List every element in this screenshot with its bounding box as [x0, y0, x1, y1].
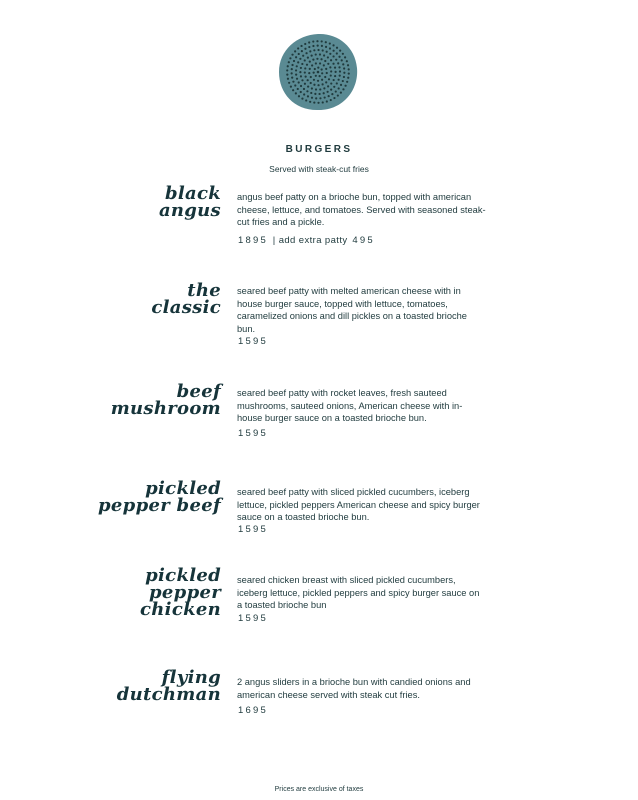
- logo-dot: [330, 59, 332, 61]
- logo-dot: [335, 71, 337, 73]
- item-price: 1595: [238, 336, 268, 347]
- logo-dot: [298, 53, 300, 55]
- logo-dot: [310, 82, 312, 84]
- logo-dot: [305, 99, 307, 101]
- logo-dot: [312, 45, 314, 47]
- logo-dot: [320, 58, 322, 60]
- logo-dot: [317, 102, 319, 104]
- item-price: 1895: [238, 235, 268, 246]
- logo-dot: [319, 53, 321, 55]
- logo-dot: [299, 71, 301, 73]
- logo-dot: [338, 79, 340, 81]
- logo-dot: [308, 72, 310, 74]
- logo-dot: [294, 84, 296, 86]
- logo-dot: [336, 52, 338, 54]
- logo-dot: [313, 79, 315, 81]
- logo-dot: [286, 74, 288, 76]
- logo-dot: [339, 49, 341, 51]
- logo-dot: [321, 79, 323, 81]
- logo-dot: [319, 97, 321, 99]
- logo-dot: [308, 46, 310, 48]
- logo-dot: [338, 87, 340, 89]
- logo-dot: [322, 49, 324, 51]
- item-price-line: [238, 428, 268, 439]
- logo-dot: [323, 54, 325, 56]
- logo-dot: [317, 45, 319, 47]
- logo-dot: [313, 72, 315, 74]
- logo-dot: [299, 58, 301, 60]
- logo-dot: [315, 53, 317, 55]
- logo-dot: [324, 60, 326, 62]
- logo-dot: [306, 90, 308, 92]
- logo-dot: [322, 83, 324, 85]
- logo-dot: [295, 56, 297, 58]
- logo-dot: [304, 48, 306, 50]
- logo-dot: [330, 99, 332, 101]
- logo-dot: [343, 72, 345, 74]
- logo-dot: [342, 80, 344, 82]
- logo-dot: [313, 101, 315, 103]
- logo-dot: [297, 47, 299, 49]
- logo-dot: [335, 90, 337, 92]
- logo-dot: [319, 75, 321, 77]
- logo-dot: [286, 69, 288, 71]
- item-description: seared beef patty with melted american cheese with in house burger sauce, topped with lettuce, tomatoes, caramelized onions and dill pickles on a toasted brioche bun.: [237, 286, 467, 334]
- logo-dot: [312, 40, 314, 42]
- logo-dot: [334, 75, 336, 77]
- item-price-line: [238, 705, 268, 716]
- logo-dot: [329, 47, 331, 49]
- dotted-circle-logo-icon: [277, 32, 359, 112]
- logo-dot: [342, 88, 344, 90]
- logo-dot: [344, 85, 346, 87]
- logo-dot: [296, 78, 298, 80]
- item-name-line: flying: [161, 667, 221, 688]
- logo-dot: [319, 62, 321, 64]
- logo-dot: [321, 72, 323, 74]
- logo-dot: [307, 85, 309, 87]
- logo-dot: [330, 82, 332, 84]
- logo-dot: [343, 76, 345, 78]
- item-description: seared beef patty with rocket leaves, fresh sauteed mushrooms, sauteed onions, American cheese with in-house burger sauce on a toasted brioche bun.: [237, 388, 463, 424]
- logo-dot: [342, 53, 344, 55]
- logo-dot: [334, 67, 336, 69]
- logo-dot: [346, 81, 348, 83]
- logo-dot: [301, 79, 303, 81]
- logo-dot: [311, 64, 313, 66]
- logo-dot: [339, 70, 341, 72]
- item-name: [81, 480, 221, 514]
- logo-dot: [319, 88, 321, 90]
- logo-dot: [295, 92, 297, 94]
- logo-dot: [296, 65, 298, 67]
- logo-dot: [329, 66, 331, 68]
- logo-dot: [340, 92, 342, 94]
- logo-dot: [339, 75, 341, 77]
- logo-dot: [309, 50, 311, 52]
- logo-dot: [315, 97, 317, 99]
- logo-dot: [307, 79, 309, 81]
- logo-dot: [332, 63, 334, 65]
- item-name-line: pepper beef: [98, 495, 221, 516]
- logo-dot: [297, 61, 299, 63]
- logo-dot: [288, 82, 290, 84]
- logo-dot: [317, 67, 319, 69]
- logo-dot: [315, 88, 317, 90]
- logo-dot: [315, 62, 317, 64]
- logo-dot: [291, 54, 293, 56]
- logo-dot: [288, 61, 290, 63]
- logo-dot: [333, 50, 335, 52]
- section-title: BURGERS: [285, 144, 353, 155]
- logo-dot: [307, 57, 309, 59]
- item-name-line: pepper: [149, 582, 221, 603]
- item-price: 1695: [238, 705, 268, 716]
- logo-dot: [311, 87, 313, 89]
- logo-dot: [300, 67, 302, 69]
- logo-dot: [298, 95, 300, 97]
- logo-dot: [321, 45, 323, 47]
- logo-dot: [326, 51, 328, 53]
- item-price-extra-value: 495: [352, 235, 375, 246]
- logo-dot: [292, 81, 294, 83]
- logo-dot: [313, 49, 315, 51]
- logo-dot: [326, 72, 328, 74]
- logo-dot: [293, 60, 295, 62]
- logo-dot: [294, 50, 296, 52]
- logo-dot: [316, 40, 318, 42]
- logo-dot: [346, 60, 348, 62]
- logo-dot: [321, 68, 323, 70]
- logo-dot: [301, 50, 303, 52]
- logo-dot: [300, 85, 302, 87]
- item-description: angus beef patty on a brioche bun, topped with american cheese, lettuce, and tomatoes. Served with seasoned steak-cut fries and a pickle.: [237, 192, 486, 228]
- logo-dot: [309, 68, 311, 70]
- logo-dot: [300, 45, 302, 47]
- item-price: 1595: [238, 613, 268, 624]
- logo-dot: [291, 72, 293, 74]
- item-price: 1595: [238, 428, 268, 439]
- logo-dot: [332, 44, 334, 46]
- logo-dot: [327, 91, 329, 93]
- logo-dot: [321, 40, 323, 42]
- logo-dot: [335, 59, 337, 61]
- item-price-line: [238, 235, 375, 246]
- item-price-line: [238, 613, 268, 624]
- section-subtitle: Served with steak-cut fries: [269, 164, 369, 174]
- logo-dot: [295, 74, 297, 76]
- logo-dot: [303, 88, 305, 90]
- item-name-line: classic: [151, 297, 221, 318]
- logo-dot: [305, 52, 307, 54]
- logo-dot: [324, 96, 326, 98]
- logo-dot: [302, 55, 304, 57]
- logo-dot: [311, 55, 313, 57]
- logo-dot: [317, 80, 319, 82]
- logo-dot: [290, 86, 292, 88]
- logo-dot: [301, 63, 303, 65]
- item-name: [81, 383, 221, 417]
- logo-dot: [340, 84, 342, 86]
- item-price-line: [238, 336, 268, 347]
- logo-dot: [333, 79, 335, 81]
- logo-dot: [316, 58, 318, 60]
- logo-dot: [303, 93, 305, 95]
- logo-dot: [317, 71, 320, 74]
- item-name-line: angus: [158, 200, 221, 221]
- logo-dot: [297, 88, 299, 90]
- logo-dot: [300, 75, 302, 77]
- item-name: [81, 669, 221, 703]
- logo-dot: [306, 64, 308, 66]
- logo-dot: [327, 85, 329, 87]
- logo-dot: [325, 81, 327, 83]
- logo-dot: [342, 63, 344, 65]
- item-name-line: beef: [176, 381, 221, 402]
- logo-dot: [304, 67, 306, 69]
- logo-dot: [338, 66, 340, 68]
- logo-dot: [337, 62, 339, 64]
- logo-dot: [348, 72, 350, 74]
- item-name-line: chicken: [140, 599, 221, 620]
- logo-dot: [312, 59, 314, 61]
- item-name-line: dutchman: [116, 684, 221, 705]
- logo-dot: [304, 59, 306, 61]
- item-price-line: [238, 524, 268, 535]
- logo-dot: [287, 65, 289, 67]
- item-price-extra: | add extra patty: [272, 235, 348, 246]
- logo-dot: [333, 97, 335, 99]
- logo-dot: [328, 95, 330, 97]
- item-name-line: the: [187, 280, 221, 301]
- logo-dot: [338, 56, 340, 58]
- logo-dot: [336, 82, 338, 84]
- logo-dot: [337, 94, 339, 96]
- logo-dot: [329, 42, 331, 44]
- logo-dot: [301, 97, 303, 99]
- item-description: 2 angus sliders in a brioche bun with candied onions and american cheese served with steak cut fries.: [237, 677, 471, 700]
- logo-dot: [311, 97, 313, 99]
- logo-dot: [315, 75, 317, 77]
- logo-dot: [330, 70, 332, 72]
- logo-dot: [310, 92, 312, 94]
- logo-dot: [343, 67, 345, 69]
- logo-dot: [318, 93, 320, 95]
- logo-dot: [323, 64, 325, 66]
- logo-dot: [347, 77, 349, 79]
- logo-dot: [291, 68, 293, 70]
- logo-dot: [325, 41, 327, 43]
- logo-dot: [309, 101, 311, 103]
- logo-dot: [347, 64, 349, 66]
- logo-dot: [295, 69, 297, 71]
- logo-dot: [314, 93, 316, 95]
- logo-dot: [325, 68, 327, 70]
- logo-dot: [304, 83, 306, 85]
- logo-dot: [308, 41, 310, 43]
- logo-dot: [304, 43, 306, 45]
- logo-dot: [326, 100, 328, 102]
- footer-note: Prices are exclusive of taxes: [274, 786, 364, 793]
- logo-dot: [348, 68, 350, 70]
- item-description: seared chicken breast with sliced pickled cucumbers, iceberg lettuce, pickled peppers and spicy burger sauce on a toasted brioche bun: [237, 575, 480, 611]
- logo-dot: [330, 89, 332, 91]
- logo-dot: [324, 76, 326, 78]
- logo-dot: [314, 68, 316, 70]
- logo-dot: [289, 57, 291, 59]
- logo-dot: [291, 64, 293, 66]
- logo-dot: [344, 56, 346, 58]
- logo-dot: [287, 78, 289, 80]
- logo-dot: [333, 86, 335, 88]
- logo-dot: [327, 56, 329, 58]
- item-description: seared beef patty with sliced pickled cucumbers, iceberg lettuce, pickled peppers American cheese and spicy burger sauce on a toasted brioche bun.: [237, 487, 480, 523]
- logo-dot: [317, 49, 319, 51]
- logo-dot: [332, 55, 334, 57]
- logo-dot: [329, 53, 331, 55]
- logo-dot: [317, 84, 319, 86]
- item-name-line: black: [164, 183, 221, 204]
- logo-dot: [291, 77, 293, 79]
- logo-dot: [322, 101, 324, 103]
- item-name: [81, 567, 221, 618]
- logo-dot: [341, 59, 343, 61]
- logo-dot: [313, 84, 315, 86]
- logo-dot: [323, 87, 325, 89]
- logo-dot: [309, 61, 311, 63]
- logo-dot: [336, 47, 338, 49]
- logo-dot: [292, 89, 294, 91]
- logo-dot: [327, 63, 329, 65]
- logo-dot: [331, 93, 333, 95]
- logo-dot: [310, 76, 312, 78]
- item-name-line: pickled: [145, 565, 221, 586]
- logo-dot: [305, 76, 307, 78]
- logo-dot: [298, 81, 300, 83]
- logo-dot: [323, 92, 325, 94]
- logo-dot: [330, 74, 332, 76]
- logo-dot: [304, 71, 306, 73]
- item-name-line: pickled: [145, 478, 221, 499]
- item-name: [81, 282, 221, 316]
- logo-dot: [328, 78, 330, 80]
- item-name: [81, 185, 221, 219]
- logo-dot: [325, 46, 327, 48]
- item-price: 1595: [238, 524, 268, 535]
- item-name-line: mushroom: [110, 398, 221, 419]
- logo-dot: [300, 91, 302, 93]
- logo-dot: [307, 95, 309, 97]
